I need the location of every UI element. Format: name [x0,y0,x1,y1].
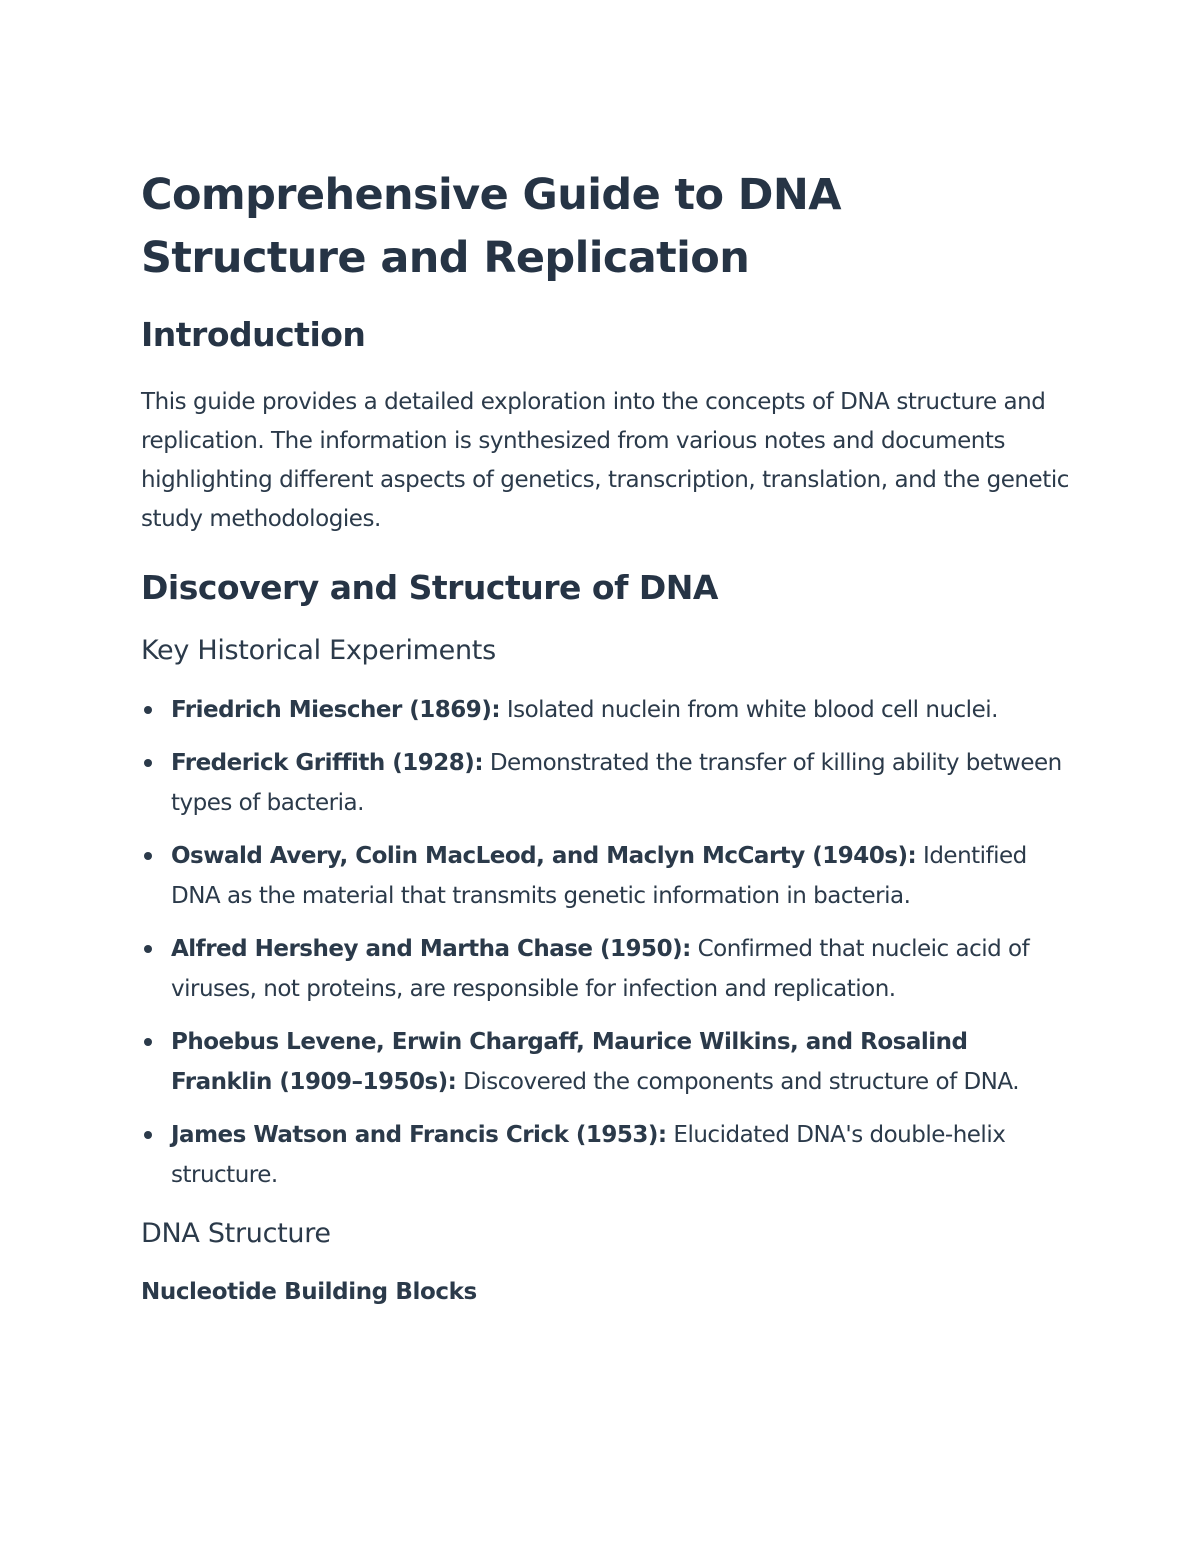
bullet-icon [144,1131,152,1139]
experiment-name: Frederick Griffith (1928): [171,750,484,776]
document-page [141,164,1071,1307]
list-item [141,1022,1071,1102]
list-item [141,1115,1071,1195]
experiment-name: Oswald Avery, Colin MacLeod, and Maclyn McCarty (1940s): [171,843,917,869]
list-item [141,743,1071,823]
discovery-heading: Discovery and Structure of DNA [141,568,718,607]
introduction-heading: Introduction [141,315,366,354]
list-item [141,836,1071,916]
document-title: Comprehensive Guide to DNA Structure and Replication [141,170,841,283]
dna-structure-heading: DNA Structure [141,1218,331,1249]
experiment-text: Confirmed that nucleic acid of viruses, not proteins, are responsible for infection and replication. [171,936,1030,1002]
experiment-text: Isolated nuclein from white blood cell nuclei. [500,697,998,723]
experiments-list [141,690,1071,1195]
nucleotide-heading: Nucleotide Building Blocks [141,1279,477,1305]
bullet-icon [144,1038,152,1046]
experiment-name: Alfred Hershey and Martha Chase (1950): [171,936,691,962]
bullet-icon [144,852,152,860]
experiment-text: Identified DNA as the material that transmits genetic information in bacteria. [171,843,1027,909]
experiment-name: James Watson and Francis Crick (1953): [171,1122,667,1148]
introduction-paragraph: This guide provides a detailed exploration into the concepts of DNA structure and replication. The information is synthesized from various notes and documents highlighting different aspects of genetics, transcription, translation, and the genetic study methodologies. [141,389,1069,532]
bullet-icon [144,945,152,953]
list-item [141,690,1071,730]
bullet-icon [144,706,152,714]
list-item [141,929,1071,1009]
experiment-name: Phoebus Levene, Erwin Chargaff, Maurice Wilkins, and Rosalind Franklin (1909–1950s): [171,1029,968,1095]
experiment-text: Elucidated DNA's double-helix structure. [171,1122,1006,1188]
experiment-text: Discovered the components and structure of DNA. [456,1069,1020,1095]
experiment-text: Demonstrated the transfer of killing ability between types of bacteria. [171,750,1062,816]
experiment-name: Friedrich Miescher (1869): [171,697,501,723]
key-experiments-heading: Key Historical Experiments [141,635,496,666]
bullet-icon [144,759,152,767]
